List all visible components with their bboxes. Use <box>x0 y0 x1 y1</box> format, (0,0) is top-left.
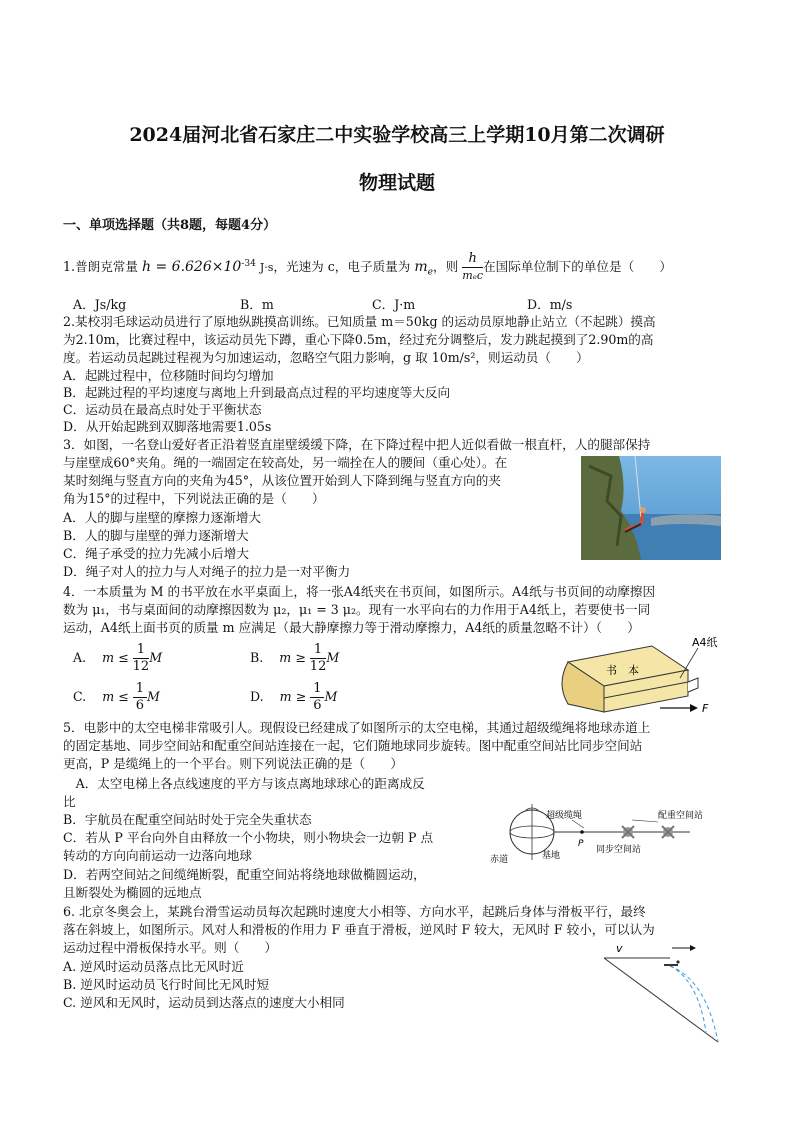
q1-unit: J·s <box>259 261 274 274</box>
q4-opt-b-m: M <box>326 650 340 665</box>
fig-a4-label: A4纸 <box>692 636 718 649</box>
q5-option-c: C．若从 P 平台向外自由释放一个小物块，则小物块会一边朝 P 点 <box>63 830 434 845</box>
q5-line-1: 5．电影中的太空电梯非常吸引人。现假设已经建成了如图所示的太空电梯，其通过超级缆绳将地球赤道上 <box>63 720 651 735</box>
q5-option-c-cont: 转动的方向向前运动一边落向地球 <box>63 848 252 863</box>
fig-velocity-label: v <box>616 942 623 955</box>
q4-opt-d-den: 6 <box>313 698 322 713</box>
q2-option-a: A．起跳过程中，位移随时间均匀增加 <box>63 368 274 383</box>
q3-option-c: C．绳子承受的拉力先减小后增大 <box>63 546 249 561</box>
q1-me: m <box>414 259 428 275</box>
q5-option-d-cont: 且断裂处为椭圆的远地点 <box>63 885 202 900</box>
q4-opt-c-frac <box>133 681 147 714</box>
q4-opt-b-rel: m ≥ <box>279 650 306 665</box>
q4-opt-c-rel: m ≤ <box>102 689 129 704</box>
q4-opt-b-num: 1 <box>310 642 327 659</box>
q2-option-c: C．运动员在最高点时处于平衡状态 <box>63 402 262 417</box>
q4-opt-c-label: C. <box>73 689 87 704</box>
q5-line-2: 的固定基地、同步空间站和配重空间站连接在一起，它们随地球同步旋转。图中配重空间站比同步空间站 <box>63 738 643 753</box>
q4-option-c <box>73 680 160 714</box>
q4-option-b <box>250 641 339 675</box>
q1-formula: h = 6.626×10 <box>142 259 242 275</box>
q4-opt-d-num: 1 <box>310 681 324 698</box>
q1-me-sub: e <box>427 267 433 278</box>
q4-opt-c-den: 6 <box>135 698 145 713</box>
q3-line-4: 角为15°的过程中，下列说法正确的是（ ） <box>63 491 325 506</box>
fig-p-label: P <box>578 839 584 849</box>
space-elevator-figure <box>490 800 730 870</box>
q1-frac-num: h <box>462 251 483 268</box>
q4-opt-b-frac <box>310 642 327 675</box>
fig-equator-label: 赤道 <box>490 855 509 865</box>
q6-line-3: 运动过程中滑板保持水平。则（ ） <box>63 940 278 955</box>
q2-option-b: B．起跳过程的平均速度与离地上升到最高点过程的平均速度等大反向 <box>63 385 451 400</box>
q4-line-1: 4．一本质量为 M 的书平放在水平桌面上，将一张A4纸夹在书页间，如图所示。A4纸与书页间的动摩擦因 <box>63 584 656 599</box>
q4-opt-d-rel: m ≥ <box>279 689 307 704</box>
q3-line-1: 3．如图，一名登山爱好者正沿着竖直崖壁缓缓下降，在下降过程中把人近似看做一根直杆，人的腿部保持 <box>63 437 651 452</box>
q5-option-a-cont: 比 <box>63 794 76 809</box>
q6-line-2: 落在斜坡上，如图所示。风对人和滑板的作用力 F 垂直于滑板，逆风时 F 较大，无风时 F 较小，可以认为 <box>63 922 655 937</box>
q4-option-d <box>250 680 337 714</box>
q5-option-d: D．若两空间站之间缆绳断裂，配重空间站将绕地球做椭圆运动， <box>63 867 426 882</box>
sync-station-icon <box>622 826 634 838</box>
fig-base-label: 基地 <box>542 851 561 861</box>
q5-option-b: B．宇航员在配重空间站时处于完全失重状态 <box>63 812 312 827</box>
page-title: 2024届河北省石家庄二中实验学校高三上学期10月第二次调研 <box>129 124 665 146</box>
q5-option-a: A．太空电梯上各点线速度的平方与该点离地球球心的距离成反 <box>63 776 425 791</box>
fig-cable-label: 超级缆绳 <box>546 811 583 821</box>
q4-line-3: 运动，A4纸上面书页的质量 m 应满足（最大静摩擦力等于滑动摩擦力，A4纸的质量忽略不计）（ ） <box>63 620 640 635</box>
q4-option-a <box>73 641 162 675</box>
q2-line-3: 度。若运动员起跳过程视为匀加速运动，忽略空气阻力影响，g 取 10m/s²，则运动员（ ） <box>63 350 589 365</box>
q1-text-a: 1.普朗克常量 <box>63 259 138 274</box>
q1-option-d: D．m/s <box>527 297 573 312</box>
page-subtitle: 物理试题 <box>358 172 435 194</box>
q3-option-b: B．人的脚与崖壁的弹力逐渐增大 <box>63 528 249 543</box>
q3-option-d: D．绳子对人的拉力与人对绳子的拉力是一对平衡力 <box>63 564 351 579</box>
section-heading: 一、单项选择题（共8题，每题4分） <box>63 218 277 233</box>
q3-option-a: A．人的脚与崖壁的摩擦力逐渐增大 <box>63 510 262 525</box>
q4-opt-d-frac <box>310 681 324 714</box>
question-1 <box>63 251 672 285</box>
q4-opt-b-label: B. <box>250 650 264 665</box>
q5-line-3: 更高，P 是缆绳上的一个平台。则下列说法正确的是（ ） <box>63 756 403 771</box>
q1-text-c: ，则 <box>433 259 459 274</box>
q4-opt-d-m: M <box>324 689 338 704</box>
q4-opt-a-frac <box>133 642 150 675</box>
q4-line-2: 数为 μ₁，书与桌面间的动摩擦因数为 μ₂，μ₁ = 3 μ₂。现有一水平向右的力作用于A4纸上，若要使书一同 <box>63 602 651 617</box>
q4-opt-a-den: 12 <box>132 659 150 674</box>
q2-line-2: 为2.10m，比赛过程中，该运动员先下蹲，重心下降0.5m，经过充分调整后，发力跳起摸到了2.90m的高 <box>63 332 654 347</box>
fig-sync-label: 同步空间站 <box>596 845 642 855</box>
q1-option-b: B．m <box>240 297 274 312</box>
climber-photo <box>581 456 721 560</box>
q4-opt-b-den: 12 <box>309 659 327 674</box>
q1-frac-den: mₑc <box>462 269 484 282</box>
q4-opt-c-num: 1 <box>133 681 147 698</box>
q1-option-a: A．Js/kg <box>73 297 127 312</box>
q4-opt-a-label: A. <box>73 650 87 665</box>
ski-jump-figure <box>598 940 724 1048</box>
q2-option-d: D．从开始起跳到双脚落地需要1.05s <box>63 419 272 434</box>
q1-fraction <box>462 251 483 284</box>
q6-option-c: C. 逆风和无风时，运动员到达落点的速度大小相同 <box>63 995 345 1010</box>
fig-force-label: F <box>702 702 709 715</box>
q4-opt-c-m: M <box>147 689 160 704</box>
q1-exponent: -34 <box>241 258 256 269</box>
q4-opt-a-num: 1 <box>133 642 150 659</box>
q3-line-2: 与崖壁成60°夹角。绳的一端固定在较高处，另一端拴在人的腰间（重心处）。在 <box>63 455 508 470</box>
fig-counterweight-label: 配重空间站 <box>658 811 704 821</box>
q3-line-3: 某时刻绳与竖直方向的夹角为45°，从该位置开始到人下降到绳与竖直方向的夹 <box>63 473 501 488</box>
q6-line-1: 6. 北京冬奥会上，某跳台滑雪运动员每次起跳时速度大小相等、方向水平，起跳后身体与滑板平行，最终 <box>63 904 646 919</box>
q4-opt-d-label: D. <box>250 689 264 704</box>
q2-line-1: 2.某校羽毛球运动员进行了原地纵跳摸高训练。已知质量 m＝50kg 的运动员原地静止站立（不起跳）摸高 <box>63 314 656 329</box>
fig-book-label: 书 本 <box>606 664 639 677</box>
q6-option-b: B. 逆风时运动员飞行时间比无风时短 <box>63 977 270 992</box>
q1-text-b: ，光速为 c，电子质量为 <box>273 259 411 274</box>
q4-opt-a-m: M <box>149 650 163 665</box>
q4-opt-a-rel: m ≤ <box>102 650 129 665</box>
counterweight-station-icon <box>662 826 674 838</box>
q1-text-d: 在国际单位制下的单位是（ ） <box>483 259 672 274</box>
q6-option-a: A. 逆风时运动员落点比无风时近 <box>63 959 244 974</box>
q1-option-c: C．J·m <box>372 297 416 312</box>
